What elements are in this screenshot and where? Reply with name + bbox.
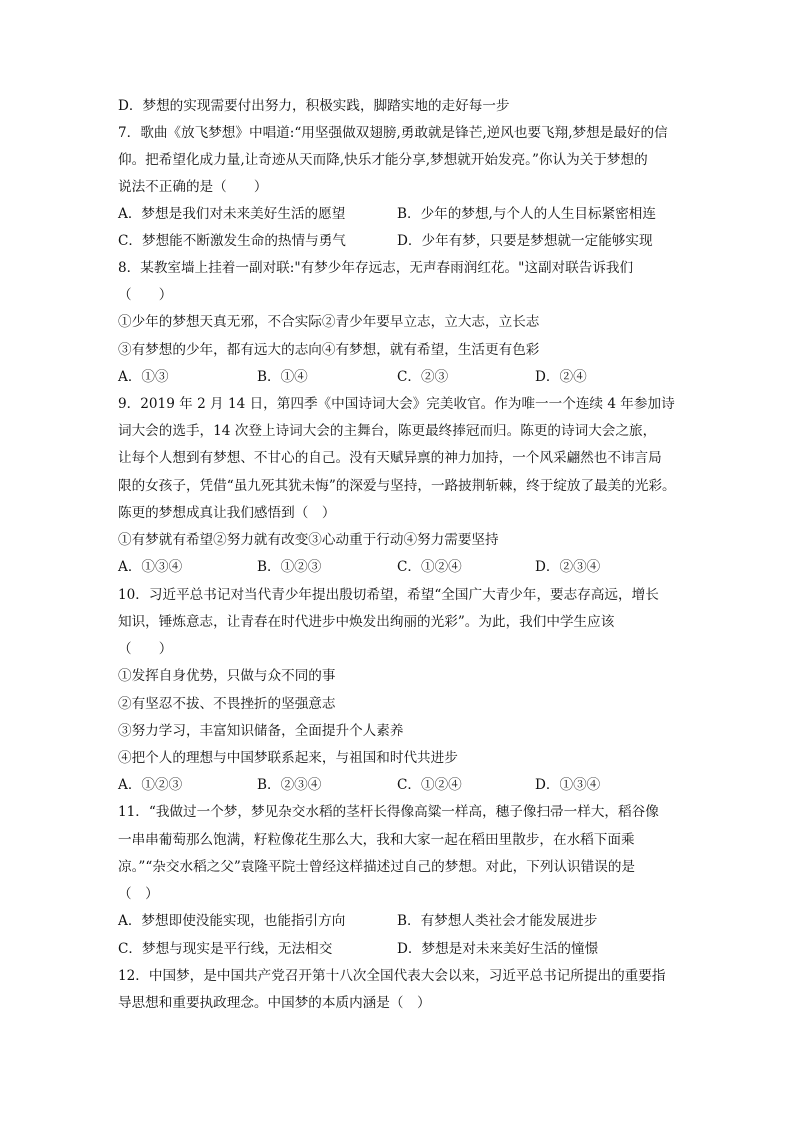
q11-option-d: D．梦想是对未来美好生活的憧憬	[397, 941, 599, 957]
q11-stem-line-3: 凉。”“杂交水稻之父”袁隆平院士曾经这样描述过自己的梦想。对此，下列认识错误的是	[118, 859, 636, 875]
q8-stem-line-1: 8．某教室墙上挂着一副对联:"有梦少年存远志，无声春雨润红花。"这副对联告诉我们	[118, 260, 634, 276]
q11-stem-line-4: （ ）	[118, 886, 159, 902]
q10-stem-line-3: （ ）	[118, 641, 173, 657]
q9-option-c: C．①②④	[397, 559, 462, 575]
q8-statement-1: ①少年的梦想天真无邪，不合实际②青少年要早立志，立大志，立长志	[118, 314, 540, 330]
q10-stem-line-2: 知识，锤炼意志，让青春在时代进步中焕发出绚丽的光彩”。为此，我们中学生应该	[118, 614, 615, 630]
q10-option-b: B．②③④	[257, 777, 322, 793]
q12-stem-line-1: 12．中国梦，是中国共产党召开第十八次全国代表大会以来，习近平总书记所提出的重要指	[118, 968, 666, 984]
q8-option-b: B．①④	[257, 369, 308, 385]
q7-option-a: A．梦想是我们对未来美好生活的愿望	[118, 206, 346, 222]
q9-stem-line-5: 陈更的梦想成真让我们感悟到（ ）	[118, 505, 336, 521]
q7-stem-line-3: 说法不正确的是（ ）	[118, 179, 268, 195]
q10-option-c: C．①②④	[397, 777, 462, 793]
q11-option-a: A．梦想即使没能实现，也能指引方向	[118, 913, 346, 929]
q12-stem-line-2: 导思想和重要执政理念。中国梦的本质内涵是（ ）	[118, 995, 431, 1011]
q8-statement-2: ③有梦想的少年，都有远大的志向④有梦想，就有希望，生活更有色彩	[118, 342, 540, 358]
q7-option-b: B．少年的梦想,与个人的人生目标紧密相连	[397, 206, 656, 222]
q6-option-d: D．梦想的实现需要付出努力，积极实践，脚踏实地的走好每一步	[118, 98, 510, 114]
q7-stem-line-1: 7．歌曲《放飞梦想》中唱道:“用坚强做双翅膀,勇敢就是锋芒,逆风也要飞翔,梦想是最好的信	[118, 125, 668, 141]
q9-option-d: D．②③④	[535, 559, 601, 575]
q7-option-c: C．梦想能不断激发生命的热情与勇气	[118, 233, 346, 249]
q10-statement-3: ③努力学习，丰富知识储备，全面提升个人素养	[118, 723, 404, 739]
q9-stem-line-4: 限的女孩子，凭借“虽九死其犹未悔”的深爱与坚持，一路披荆斩棘，终于绽放了最美的光彩。	[118, 478, 676, 494]
q10-statement-4: ④把个人的理想与中国梦联系起来，与祖国和时代共进步	[118, 750, 458, 766]
q9-stem-line-1: 9．2019 年 2 月 14 日，第四季《中国诗词大会》完美收官。作为唯一一个连续 4 年参加诗	[118, 396, 675, 412]
q7-stem-line-2: 仰。把希望化成力量,让奇迹从天而降,快乐才能分享,梦想就开始发亮。”你认为关于梦想的	[118, 152, 648, 168]
q9-option-b: B．①②③	[257, 559, 322, 575]
q9-stem-line-3: 让每个人想到有梦想、不甘心的自己。没有天赋异禀的神力加持，一个风采翩然也不讳言局	[118, 450, 662, 466]
q9-statement-1: ①有梦就有希望②努力就有改变③心动重于行动④努力需要坚持	[118, 532, 499, 548]
q8-option-c: C．②③	[397, 369, 449, 385]
q10-statement-2: ②有坚忍不拔、不畏挫折的坚强意志	[118, 696, 336, 712]
q7-option-d: D．少年有梦，只要是梦想就一定能够实现	[397, 233, 653, 249]
q8-option-d: D．②④	[535, 369, 587, 385]
q9-stem-line-2: 词大会的选手，14 次登上诗词大会的主舞台，陈更最终捧冠而归。陈更的诗词大会之旅，	[118, 423, 657, 439]
q11-option-c: C．梦想与现实是平行线，无法相交	[118, 941, 333, 957]
q9-option-a: A．①③④	[118, 559, 183, 575]
q11-stem-line-1: 11．“我做过一个梦，梦见杂交水稻的茎杆长得像高粱一样高，穗子像扫帚一样大，稻谷像	[118, 804, 659, 820]
q8-stem-line-2: （ ）	[118, 287, 173, 303]
q8-option-a: A．①③	[118, 369, 169, 385]
q10-stem-line-1: 10．习近平总书记对当代青少年提出殷切希望，希望“全国广大青少年，要志存高远，增长	[118, 587, 659, 603]
q11-stem-line-2: 一串串葡萄那么饱满，籽粒像花生那么大，我和大家一起在稻田里散步，在水稻下面乘	[118, 832, 635, 848]
q10-option-d: D．①③④	[535, 777, 601, 793]
q10-statement-1: ①发挥自身优势，只做与众不同的事	[118, 668, 336, 684]
q10-option-a: A．①②③	[118, 777, 183, 793]
q11-option-b: B．有梦想人类社会才能发展进步	[397, 913, 598, 929]
